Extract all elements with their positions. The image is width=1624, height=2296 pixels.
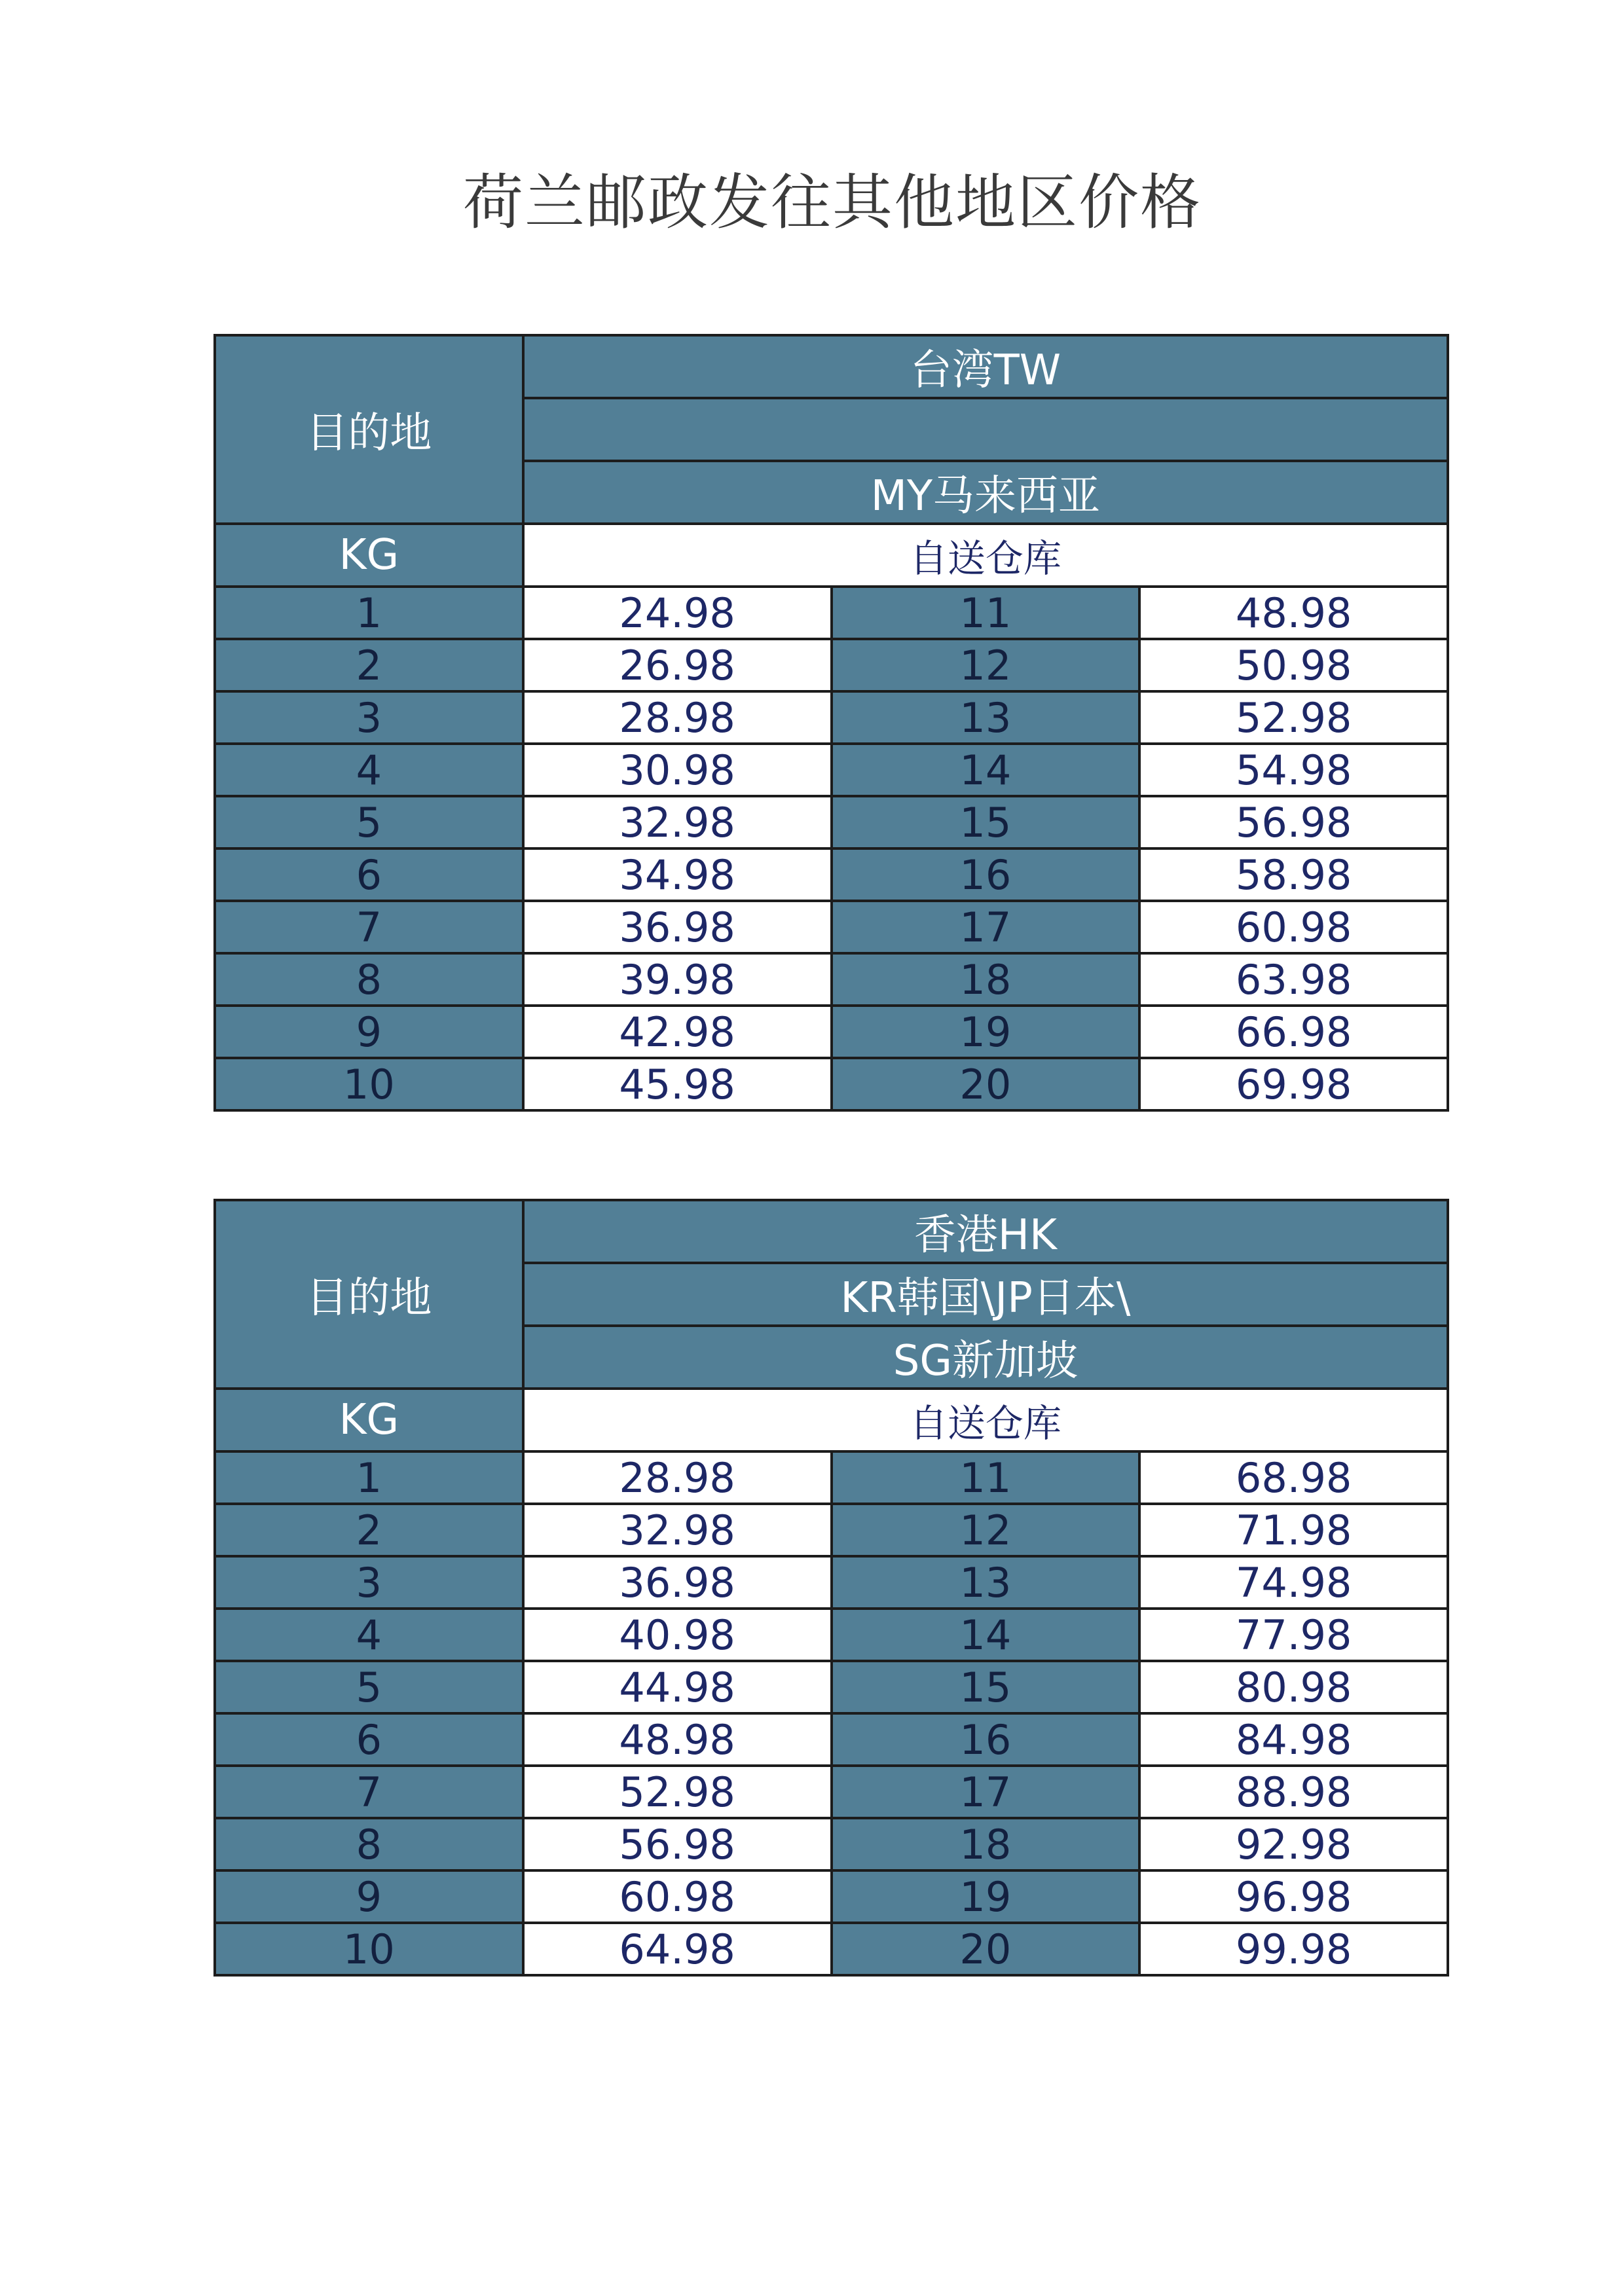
price-cell: 52.98: [523, 1766, 832, 1818]
price-cell: 64.98: [523, 1923, 832, 1975]
table-row: [215, 1451, 1448, 1504]
table-row: [215, 1870, 1448, 1923]
weight-cell: 6: [215, 848, 523, 901]
weight-cell: 20: [832, 1923, 1140, 1975]
price-cell: 69.98: [1139, 1058, 1448, 1110]
price-cell: 80.98: [1139, 1661, 1448, 1713]
price-cell: 26.98: [523, 639, 832, 691]
table-row: [215, 1766, 1448, 1818]
kg-label: KG: [215, 524, 523, 587]
table-row: [215, 796, 1448, 848]
price-cell: 60.98: [1139, 901, 1448, 953]
weight-cell: 1: [215, 587, 523, 639]
price-cell: 45.98: [523, 1058, 832, 1110]
destination-label: 目的地: [215, 1200, 523, 1389]
price-cell: 56.98: [523, 1818, 832, 1870]
weight-cell: 14: [832, 1609, 1140, 1661]
weight-cell: 17: [832, 1766, 1140, 1818]
weight-cell: 2: [215, 639, 523, 691]
price-cell: 92.98: [1139, 1818, 1448, 1870]
table-row: [215, 1923, 1448, 1975]
destination-line-1: 香港HK: [523, 1200, 1448, 1263]
table-row: [215, 691, 1448, 744]
weight-cell: 8: [215, 1818, 523, 1870]
destination-line-3: MY马来西亚: [523, 461, 1448, 524]
price-cell: 36.98: [523, 901, 832, 953]
weight-cell: 10: [215, 1923, 523, 1975]
price-table-2: [213, 1199, 1449, 1977]
table-row: [215, 587, 1448, 639]
table-row: [215, 901, 1448, 953]
price-cell: 50.98: [1139, 639, 1448, 691]
weight-cell: 8: [215, 953, 523, 1006]
destination-line-3: SG新加坡: [523, 1326, 1448, 1389]
weight-cell: 19: [832, 1870, 1140, 1923]
table-row: [215, 1661, 1448, 1713]
table-row: [215, 1556, 1448, 1609]
weight-cell: 11: [832, 587, 1140, 639]
weight-cell: 7: [215, 1766, 523, 1818]
price-cell: 34.98: [523, 848, 832, 901]
table-row: [215, 1713, 1448, 1766]
weight-cell: 2: [215, 1504, 523, 1556]
weight-cell: 9: [215, 1006, 523, 1058]
price-cell: 28.98: [523, 691, 832, 744]
price-cell: 77.98: [1139, 1609, 1448, 1661]
price-cell: 36.98: [523, 1556, 832, 1609]
weight-cell: 11: [832, 1451, 1140, 1504]
destination-line-1: 台湾TW: [523, 335, 1448, 398]
price-cell: 99.98: [1139, 1923, 1448, 1975]
weight-cell: 7: [215, 901, 523, 953]
price-cell: 60.98: [523, 1870, 832, 1923]
destination-line-2: [523, 398, 1448, 461]
price-cell: 52.98: [1139, 691, 1448, 744]
weight-cell: 16: [832, 848, 1140, 901]
price-cell: 40.98: [523, 1609, 832, 1661]
weight-cell: 6: [215, 1713, 523, 1766]
destination-line-2: KR韩国\JP日本\: [523, 1263, 1448, 1326]
price-cell: 68.98: [1139, 1451, 1448, 1504]
destination-label: 目的地: [215, 335, 523, 524]
weight-cell: 13: [832, 691, 1140, 744]
price-table-1: [213, 334, 1449, 1112]
service-label: 自送仓库: [523, 1389, 1448, 1451]
price-cell: 96.98: [1139, 1870, 1448, 1923]
price-cell: 24.98: [523, 587, 832, 639]
price-cell: 58.98: [1139, 848, 1448, 901]
weight-cell: 18: [832, 953, 1140, 1006]
table-row: [215, 1609, 1448, 1661]
price-cell: 54.98: [1139, 744, 1448, 796]
weight-cell: 5: [215, 1661, 523, 1713]
price-cell: 66.98: [1139, 1006, 1448, 1058]
price-cell: 39.98: [523, 953, 832, 1006]
table-row: [215, 1006, 1448, 1058]
weight-cell: 13: [832, 1556, 1140, 1609]
price-cell: 32.98: [523, 1504, 832, 1556]
price-cell: 30.98: [523, 744, 832, 796]
price-cell: 56.98: [1139, 796, 1448, 848]
weight-cell: 14: [832, 744, 1140, 796]
price-cell: 71.98: [1139, 1504, 1448, 1556]
weight-cell: 18: [832, 1818, 1140, 1870]
price-cell: 63.98: [1139, 953, 1448, 1006]
price-cell: 48.98: [1139, 587, 1448, 639]
price-cell: 74.98: [1139, 1556, 1448, 1609]
weight-cell: 1: [215, 1451, 523, 1504]
table-row: [215, 639, 1448, 691]
kg-label: KG: [215, 1389, 523, 1451]
table-row: [215, 744, 1448, 796]
weight-cell: 10: [215, 1058, 523, 1110]
price-cell: 28.98: [523, 1451, 832, 1504]
weight-cell: 15: [832, 1661, 1140, 1713]
price-cell: 44.98: [523, 1661, 832, 1713]
weight-cell: 3: [215, 1556, 523, 1609]
weight-cell: 20: [832, 1058, 1140, 1110]
weight-cell: 4: [215, 1609, 523, 1661]
price-cell: 42.98: [523, 1006, 832, 1058]
table-row: [215, 848, 1448, 901]
table-row: [215, 1058, 1448, 1110]
weight-cell: 12: [832, 639, 1140, 691]
weight-cell: 19: [832, 1006, 1140, 1058]
table-row: [215, 1504, 1448, 1556]
price-cell: 48.98: [523, 1713, 832, 1766]
weight-cell: 3: [215, 691, 523, 744]
table-row: [215, 1818, 1448, 1870]
service-label: 自送仓库: [523, 524, 1448, 587]
table-row: [215, 953, 1448, 1006]
weight-cell: 4: [215, 744, 523, 796]
weight-cell: 12: [832, 1504, 1140, 1556]
price-cell: 32.98: [523, 796, 832, 848]
weight-cell: 17: [832, 901, 1140, 953]
weight-cell: 5: [215, 796, 523, 848]
price-cell: 84.98: [1139, 1713, 1448, 1766]
price-cell: 88.98: [1139, 1766, 1448, 1818]
weight-cell: 9: [215, 1870, 523, 1923]
weight-cell: 15: [832, 796, 1140, 848]
weight-cell: 16: [832, 1713, 1140, 1766]
page-title: 荷兰邮政发往其他地区价格: [462, 168, 1202, 238]
